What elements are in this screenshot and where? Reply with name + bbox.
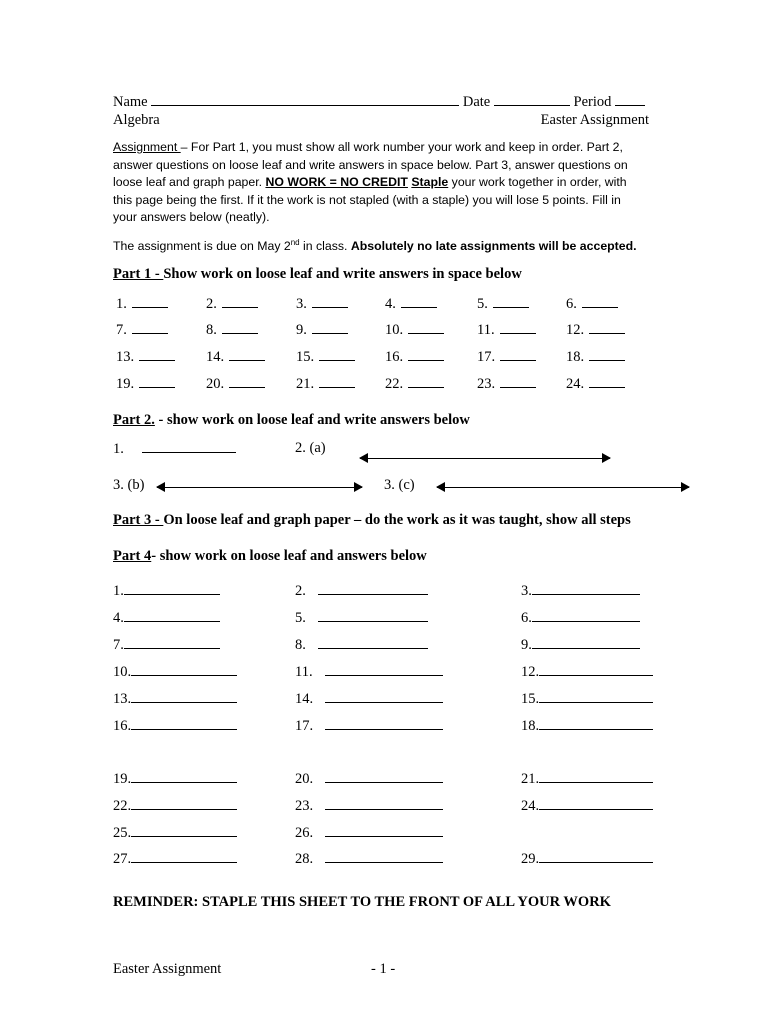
answer-blank[interactable]	[532, 609, 640, 622]
answer-blank[interactable]	[500, 375, 536, 388]
part1-answer-item	[385, 348, 444, 366]
part4-answer-item	[295, 582, 428, 600]
answer-blank[interactable]	[139, 375, 175, 388]
part1-answer-item	[206, 348, 265, 366]
question-number: 24.	[521, 798, 540, 814]
question-number: 5.	[477, 296, 488, 312]
question-number: 23.	[295, 798, 314, 814]
question-number: 6.	[566, 296, 577, 312]
late-policy: Absolutely no late assignments will be accepted.	[350, 239, 637, 254]
question-number: 16.	[385, 349, 404, 365]
answer-blank[interactable]	[539, 717, 653, 730]
question-number: 1.	[113, 583, 124, 599]
answer-blank[interactable]	[131, 797, 237, 810]
part1-answer-item	[385, 321, 444, 339]
part1-answer-item	[116, 295, 168, 313]
answer-blank[interactable]	[222, 295, 258, 308]
question-number: 29.	[521, 851, 540, 867]
question-number: 17.	[477, 349, 496, 365]
part4-answer-item	[521, 717, 653, 735]
part4-answer-item	[113, 663, 237, 681]
part4-answer-item	[295, 824, 443, 842]
question-number: 12.	[566, 322, 585, 338]
question-number: 28.	[295, 851, 314, 867]
part1-answer-item	[566, 375, 625, 393]
answer-blank[interactable]	[318, 582, 428, 595]
question-number: 8.	[206, 322, 217, 338]
assignment-title: Easter Assignment	[540, 112, 649, 128]
answer-blank[interactable]	[131, 770, 237, 783]
name-label: Name	[113, 94, 148, 110]
part4-answer-item	[295, 850, 443, 868]
question-number: 9.	[521, 637, 532, 653]
answer-blank[interactable]	[493, 295, 529, 308]
part1-answer-item	[206, 375, 265, 393]
question-number: 6.	[521, 610, 532, 626]
part4-answer-item	[295, 636, 428, 654]
period-blank[interactable]	[615, 93, 645, 106]
question-number: 12.	[521, 664, 540, 680]
part1-answer-item	[296, 375, 355, 393]
part1-answer-item	[566, 321, 625, 339]
answer-blank[interactable]	[312, 321, 348, 334]
answer-blank[interactable]	[325, 690, 443, 703]
double-arrow-icon	[360, 458, 610, 459]
question-number: 26.	[295, 825, 314, 841]
part1-answer-item	[477, 348, 536, 366]
question-number: 24.	[566, 376, 585, 392]
part2-heading: Part 2. - show work on loose leaf and write answers below	[113, 412, 470, 428]
answer-blank[interactable]	[408, 348, 444, 361]
part2-q1-blank[interactable]	[142, 440, 236, 453]
part4-answer-item	[521, 663, 653, 681]
question-number: 8.	[295, 637, 306, 653]
part4-answer-item	[113, 582, 220, 600]
question-number: 4.	[385, 296, 396, 312]
part1-answer-item	[296, 348, 355, 366]
part4-answer-item	[113, 636, 220, 654]
answer-blank[interactable]	[582, 295, 618, 308]
question-number: 22.	[385, 376, 404, 392]
question-number: 14.	[206, 349, 225, 365]
answer-blank[interactable]	[539, 850, 653, 863]
part1-answer-item	[477, 375, 536, 393]
part2-q1: 1.	[113, 440, 236, 458]
staple-reminder: REMINDER: STAPLE THIS SHEET TO THE FRONT OF ALL YOUR WORK	[113, 894, 611, 910]
part4-heading: Part 4- show work on loose leaf and answers below	[113, 548, 427, 564]
answer-blank[interactable]	[589, 375, 625, 388]
part1-answer-item	[116, 348, 175, 366]
question-number: 14.	[295, 691, 314, 707]
page-number: - 1 -	[371, 961, 396, 977]
part2-q2a-label: 2. (a)	[295, 440, 326, 456]
answer-blank[interactable]	[539, 663, 653, 676]
question-number: 10.	[385, 322, 404, 338]
question-number: 9.	[296, 322, 307, 338]
question-number: 1.	[116, 296, 127, 312]
staple-text: Staple	[411, 175, 449, 189]
date-label: Date	[462, 94, 491, 110]
instructions: Assignment – For Part 1, you must show all work number your work and keep in order. Part 2, answer questions on loose leaf and write answers in space below. Part 3, answer questions on loose leaf and graph paper. NO WORK = NO CREDIT Staple your work together in order, with this page being the first. If it the work is not stapled (with a staple) you will lose 5 points. Fill in your answers below (neatly).	[113, 140, 628, 224]
question-number: 22.	[113, 798, 132, 814]
footer-title: Easter Assignment	[113, 961, 222, 977]
part4-answer-item	[521, 609, 640, 627]
answer-blank[interactable]	[325, 797, 443, 810]
question-number: 18.	[566, 349, 585, 365]
answer-blank[interactable]	[139, 348, 175, 361]
answer-blank[interactable]	[325, 717, 443, 730]
answer-blank[interactable]	[229, 375, 265, 388]
course-name: Algebra	[113, 112, 160, 128]
question-number: 11.	[295, 664, 313, 680]
part4-answer-item	[295, 770, 443, 788]
question-number: 5.	[295, 610, 306, 626]
question-number: 3.	[521, 583, 532, 599]
answer-blank[interactable]	[229, 348, 265, 361]
part4-answer-item	[113, 850, 237, 868]
part4-answer-item	[113, 690, 237, 708]
answer-blank[interactable]	[132, 321, 168, 334]
answer-blank[interactable]	[318, 609, 428, 622]
answer-blank[interactable]	[325, 770, 443, 783]
part4-answer-item	[521, 582, 640, 600]
part1-answer-item	[385, 295, 437, 313]
answer-blank[interactable]	[539, 690, 653, 703]
part4-answer-item	[113, 824, 237, 842]
part4-answer-item	[295, 797, 443, 815]
part1-answer-item	[566, 348, 625, 366]
assignment-label: Assignment	[113, 140, 181, 154]
part1-answer-item	[477, 295, 529, 313]
answer-blank[interactable]	[131, 850, 237, 863]
answer-blank[interactable]	[532, 636, 640, 649]
answer-blank[interactable]	[131, 717, 237, 730]
answer-blank[interactable]	[319, 375, 355, 388]
answer-blank[interactable]	[131, 824, 237, 837]
part4-answer-item	[521, 797, 653, 815]
answer-blank[interactable]	[131, 663, 237, 676]
answer-blank[interactable]	[539, 797, 653, 810]
question-number: 20.	[206, 376, 225, 392]
due-date-line: The assignment is due on May 2nd in class. Absolutely no late assignments will be accepted.	[113, 238, 637, 254]
question-number: 25.	[113, 825, 132, 841]
part4-answer-item	[521, 850, 653, 868]
no-work-warning: NO WORK = NO CREDIT	[265, 175, 408, 189]
part1-heading: Part 1 - Show work on loose leaf and write answers in space below	[113, 266, 522, 282]
name-blank[interactable]	[151, 93, 459, 106]
question-number: 4.	[113, 610, 124, 626]
answer-blank[interactable]	[124, 636, 220, 649]
question-number: 2.	[295, 583, 306, 599]
answer-blank[interactable]	[124, 609, 220, 622]
part1-answer-item	[477, 321, 536, 339]
question-number: 21.	[521, 771, 540, 787]
part1-answer-item	[116, 375, 175, 393]
answer-blank[interactable]	[500, 321, 536, 334]
part2-q3b-label: 3. (b)	[113, 477, 145, 493]
part4-answer-item	[521, 770, 653, 788]
answer-blank[interactable]	[408, 321, 444, 334]
question-number: 19.	[113, 771, 132, 787]
part4-answer-item	[113, 770, 237, 788]
question-number: 10.	[113, 664, 132, 680]
part1-answer-item	[385, 375, 444, 393]
part4-answer-item	[113, 717, 237, 735]
question-number: 7.	[116, 322, 127, 338]
question-number: 11.	[477, 322, 495, 338]
part4-answer-item	[295, 690, 443, 708]
double-arrow-icon	[437, 487, 689, 488]
part1-answer-item	[206, 321, 258, 339]
question-number: 16.	[113, 718, 132, 734]
answer-blank[interactable]	[589, 321, 625, 334]
answer-blank[interactable]	[325, 663, 443, 676]
answer-blank[interactable]	[318, 636, 428, 649]
answer-blank[interactable]	[312, 295, 348, 308]
answer-blank[interactable]	[325, 850, 443, 863]
part1-answer-item	[296, 321, 348, 339]
part4-answer-item	[521, 636, 640, 654]
answer-blank[interactable]	[222, 321, 258, 334]
answer-blank[interactable]	[319, 348, 355, 361]
question-number: 15.	[521, 691, 540, 707]
double-arrow-icon	[157, 487, 362, 488]
question-number: 15.	[296, 349, 315, 365]
part3-heading: Part 3 - On loose leaf and graph paper – do the work as it was taught, show all steps	[113, 512, 631, 528]
part4-answer-item	[295, 609, 428, 627]
question-number: 27.	[113, 851, 132, 867]
answer-blank[interactable]	[132, 295, 168, 308]
part1-answer-item	[296, 295, 348, 313]
answer-blank[interactable]	[408, 375, 444, 388]
question-number: 7.	[113, 637, 124, 653]
part4-answer-item	[295, 663, 443, 681]
question-number: 23.	[477, 376, 496, 392]
answer-blank[interactable]	[532, 582, 640, 595]
date-blank[interactable]	[494, 93, 570, 106]
question-number: 13.	[113, 691, 132, 707]
answer-blank[interactable]	[124, 582, 220, 595]
part2-q3c-label: 3. (c)	[384, 477, 415, 493]
question-number: 2.	[206, 296, 217, 312]
answer-blank[interactable]	[500, 348, 536, 361]
question-number: 3.	[296, 296, 307, 312]
part4-answer-item	[113, 797, 237, 815]
part4-answer-item	[113, 609, 220, 627]
question-number: 21.	[296, 376, 315, 392]
question-number: 17.	[295, 718, 314, 734]
question-number: 20.	[295, 771, 314, 787]
question-number: 13.	[116, 349, 135, 365]
question-number: 18.	[521, 718, 540, 734]
answer-blank[interactable]	[539, 770, 653, 783]
question-number: 19.	[116, 376, 135, 392]
answer-blank[interactable]	[325, 824, 443, 837]
period-label: Period	[573, 94, 612, 110]
answer-blank[interactable]	[131, 690, 237, 703]
part1-answer-item	[206, 295, 258, 313]
part1-answer-item	[566, 295, 618, 313]
answer-blank[interactable]	[401, 295, 437, 308]
part1-answer-item	[116, 321, 168, 339]
part4-answer-item	[295, 717, 443, 735]
part4-answer-item	[521, 690, 653, 708]
name-line[interactable]	[113, 93, 645, 111]
answer-blank[interactable]	[589, 348, 625, 361]
